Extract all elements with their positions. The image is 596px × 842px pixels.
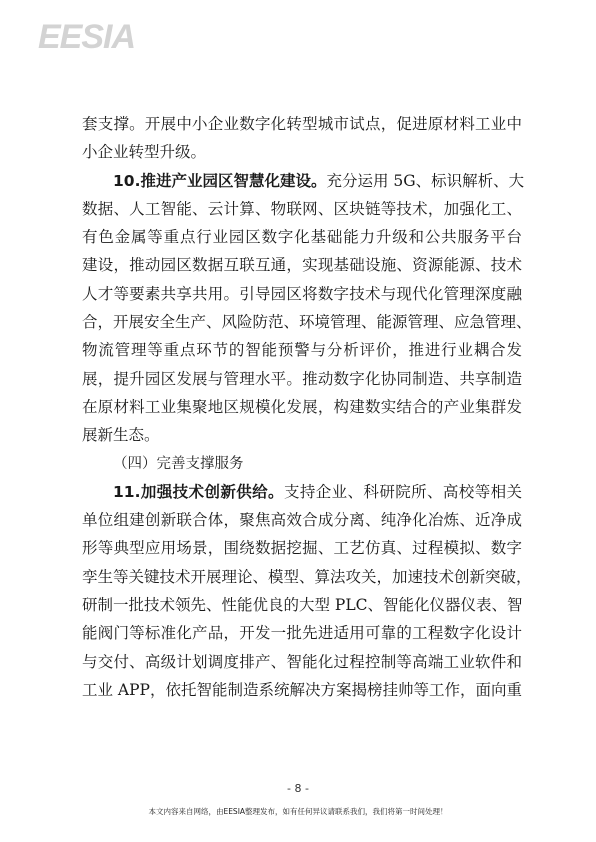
section-heading: （四）完善支撑服务: [113, 455, 244, 472]
footer-disclaimer: 本文内容来自网络，由EESIA整理发布，如有任何异议请联系我们，我们将第一时间处理！: [148, 807, 448, 816]
paragraph-line: 在原材料工业集聚地区规模化发展，构建数实结合的产业集群发: [82, 397, 522, 416]
paragraph-line: 展，提升园区发展与管理水平。推动数字化协同制造、共享制造: [82, 369, 522, 388]
paragraph-line: 孪生等关键技术开展理论、模型、算法攻关，加速技术创新突破，: [82, 567, 532, 586]
page-number: - 8 -: [287, 782, 309, 795]
paragraph-line: 合，开展安全生产、风险防范、环境管理、能源管理、应急管理、: [82, 313, 532, 332]
document-body: [82, 110, 532, 704]
paragraph-line: 能阀门等标准化产品，开发一批先进适用可靠的工程数字化设计: [82, 624, 522, 643]
paragraph-line: 研制一批技术领先、性能优良的大型 PLC、智能化仪器仪表、智: [82, 596, 523, 615]
paragraph-line: [82, 478, 522, 506]
item-heading: 11.加强技术创新供给。: [113, 482, 284, 501]
paragraph-line: 数据、人工智能、云计算、物联网、区块链等技术，加强化工、: [82, 199, 522, 218]
paragraph-line: 形等典型应用场景，围绕数据挖掘、工艺仿真、过程模拟、数字: [82, 539, 522, 558]
paragraph-line: 与交付、高级计划调度排产、智能化过程控制等高端工业软件和: [82, 652, 522, 671]
paragraph-line: 单位组建创新联合体，聚焦高效合成分离、纯净化冶炼、近净成: [82, 511, 522, 530]
paragraph-line: 展新生态。: [82, 426, 160, 445]
paragraph-line: 物流管理等重点环节的智能预警与分析评价，推进行业耦合发: [82, 341, 522, 360]
paragraph-line: 套支撑。开展中小企业数字化转型城市试点，促进原材料工业中: [82, 115, 522, 133]
paragraph-line: 小企业转型升级。: [82, 143, 207, 162]
paragraph-line: [82, 167, 525, 195]
paragraph-line: 建设，推动园区数据互联互通，实现基础设施、资源能源、技术: [82, 256, 522, 275]
paragraph-line: 工业 APP，依托智能制造系统解决方案揭榜挂帅等工作，面向重: [82, 680, 522, 699]
item-heading: 10.推进产业园区智慧化建设。: [113, 171, 327, 190]
item-text: 支持企业、科研院所、高校等相关: [283, 482, 522, 501]
paragraph-line: 有色金属等重点行业园区数字化基础能力升级和公共服务平台: [82, 228, 522, 247]
paragraph-line: 人才等要素共享共用。引导园区将数字技术与现代化管理深度融: [82, 284, 522, 303]
eesia-logo: EESIA: [38, 18, 136, 56]
item-text: 充分运用 5G、标识解析、大: [326, 171, 525, 190]
